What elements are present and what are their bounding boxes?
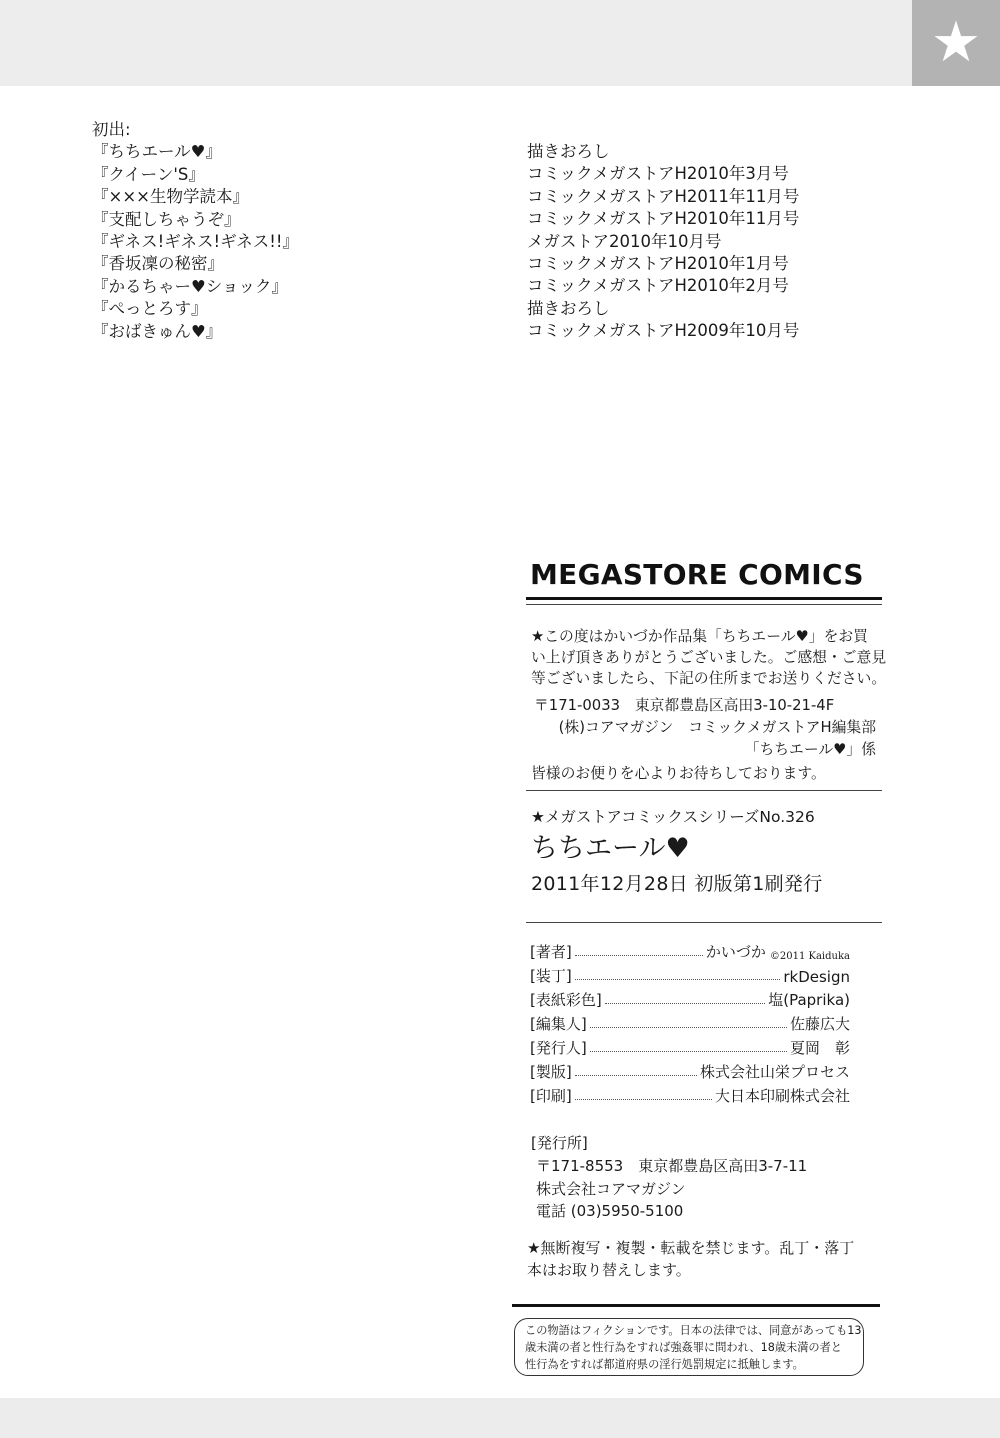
attn-line: 「ちちエール♥」係	[744, 741, 876, 758]
credit-role: [発行人]	[530, 1039, 587, 1057]
credit-role: [装丁]	[530, 967, 572, 985]
source-item: 描きおろし	[527, 298, 610, 318]
publisher-heading: [発行所]	[531, 1134, 588, 1152]
editorial-line: (株)コアマガジン コミックメガストアH編集部	[558, 719, 876, 736]
notice-line: ★無断複写・複製・転載を禁じます。乱丁・落丁	[527, 1239, 855, 1257]
credit-name: rkDesign	[783, 968, 850, 986]
first-publication-heading: 初出:	[92, 120, 131, 139]
title-item: 『おばきゅん♥』	[92, 321, 223, 341]
disclaimer-line: 性行為をすれば都道府県の淫行処罰規定に抵触します。	[525, 1358, 804, 1371]
leader-dots	[575, 1099, 712, 1100]
credit-name: 塩(Paprika)	[768, 991, 850, 1009]
credit-name: 株式会社山栄プロセス	[699, 1063, 850, 1081]
credit-name: かいづか	[705, 943, 766, 961]
bottom-band	[0, 1398, 1000, 1438]
bottom-rule	[512, 1304, 880, 1307]
title-item: 『ギネス!ギネス!ギネス!!』	[92, 231, 299, 251]
publisher-info	[536, 1155, 807, 1223]
thanks-message	[531, 626, 886, 689]
credit-role: [著者]	[530, 943, 572, 961]
disclaimer-line: 歳未満の者と性行為をすれば強姦罪に問われ、18歳未満の者と	[525, 1341, 842, 1354]
source-item: コミックメガストアH2010年1月号	[527, 253, 789, 273]
credit-role: [印刷]	[530, 1087, 572, 1105]
section-rule	[526, 790, 882, 791]
closing-line: 皆様のお便りを心よりお待ちしております。	[531, 765, 826, 782]
credit-name: 佐藤広大	[789, 1015, 850, 1033]
leader-dots	[590, 1051, 787, 1052]
credit-role: [編集人]	[530, 1015, 587, 1033]
top-band	[0, 0, 1000, 86]
address-line: 〒171-0033 東京都豊島区高田3-10-21-4F	[534, 697, 835, 714]
credit-row	[530, 1082, 850, 1106]
title-item: 『×××生物学読本』	[92, 187, 249, 207]
credit-row	[530, 1058, 850, 1082]
leader-dots	[575, 955, 703, 956]
title-item: 『かるちゃー♥ショック』	[92, 276, 288, 296]
title-item: 『ぺっとろす』	[92, 299, 208, 319]
source-item: 描きおろし	[527, 142, 610, 161]
copyright-note: ©2011 Kaiduka	[769, 951, 850, 962]
source-item: コミックメガストアH2010年11月号	[527, 209, 800, 229]
source-item: コミックメガストアH2011年11月号	[527, 186, 800, 206]
title-item: 『ちちエール♥』	[92, 142, 222, 162]
credit-role: [製版]	[530, 1063, 572, 1081]
credit-row	[530, 986, 850, 1010]
title-item: 『香坂凜の秘密』	[92, 254, 224, 274]
section-rule	[526, 922, 882, 923]
brand-rule-thick	[526, 597, 882, 600]
series-number: ★メガストアコミックスシリーズNo.326	[531, 808, 815, 826]
source-item: コミックメガストアH2010年3月号	[527, 164, 789, 184]
credits-list	[530, 938, 850, 1106]
brand-rule-thin	[526, 604, 882, 605]
credit-name: 夏岡 彰	[789, 1039, 850, 1057]
brand-logo: MEGASTORE COMICS	[530, 558, 864, 591]
star-icon: ★	[930, 10, 982, 75]
leader-dots	[590, 1027, 787, 1028]
source-item: メガストア2010年10月号	[527, 231, 722, 251]
first-publication-titles	[92, 119, 299, 343]
notice-line: 本はお取り替えします。	[527, 1260, 691, 1279]
source-item: コミックメガストアH2010年2月号	[527, 276, 789, 296]
fiction-disclaimer	[514, 1318, 864, 1376]
credit-row	[530, 938, 850, 962]
publisher-address: 〒171-8553 東京都豊島区高田3-7-11	[536, 1157, 808, 1175]
thanks-line: い上げ頂きありがとうございました。ご感想・ご意見	[531, 649, 887, 666]
credit-row	[530, 1034, 850, 1058]
credit-row	[530, 962, 850, 986]
book-title: ちちエール♥	[531, 833, 690, 864]
copy-notice	[527, 1238, 854, 1281]
first-publication-sources	[527, 141, 799, 343]
credit-role: [表紙彩色]	[530, 991, 602, 1009]
leader-dots	[605, 1003, 766, 1004]
star-tab	[912, 0, 1000, 86]
leader-dots	[575, 1075, 697, 1076]
publisher-phone: 電話 (03)5950-5100	[536, 1202, 684, 1220]
thanks-line: 等ございましたら、下記の住所までお送りください。	[531, 670, 887, 687]
title-item: 『クイーン'S』	[92, 164, 205, 184]
publisher-name: 株式会社コアマガジン	[536, 1179, 686, 1198]
title-item: 『支配しちゃうぞ』	[92, 209, 241, 229]
disclaimer-line: この物語はフィクションです。日本の法律では、同意があっても13	[525, 1324, 862, 1337]
credit-name: 大日本印刷株式会社	[714, 1087, 850, 1105]
leader-dots	[575, 979, 781, 980]
source-item: コミックメガストアH2009年10月号	[527, 321, 800, 341]
credit-row	[530, 1010, 850, 1034]
thanks-line: ★この度はかいづか作品集「ちちエール♥」をお買	[531, 628, 868, 645]
release-date: 2011年12月28日 初版第1刷発行	[531, 873, 823, 895]
